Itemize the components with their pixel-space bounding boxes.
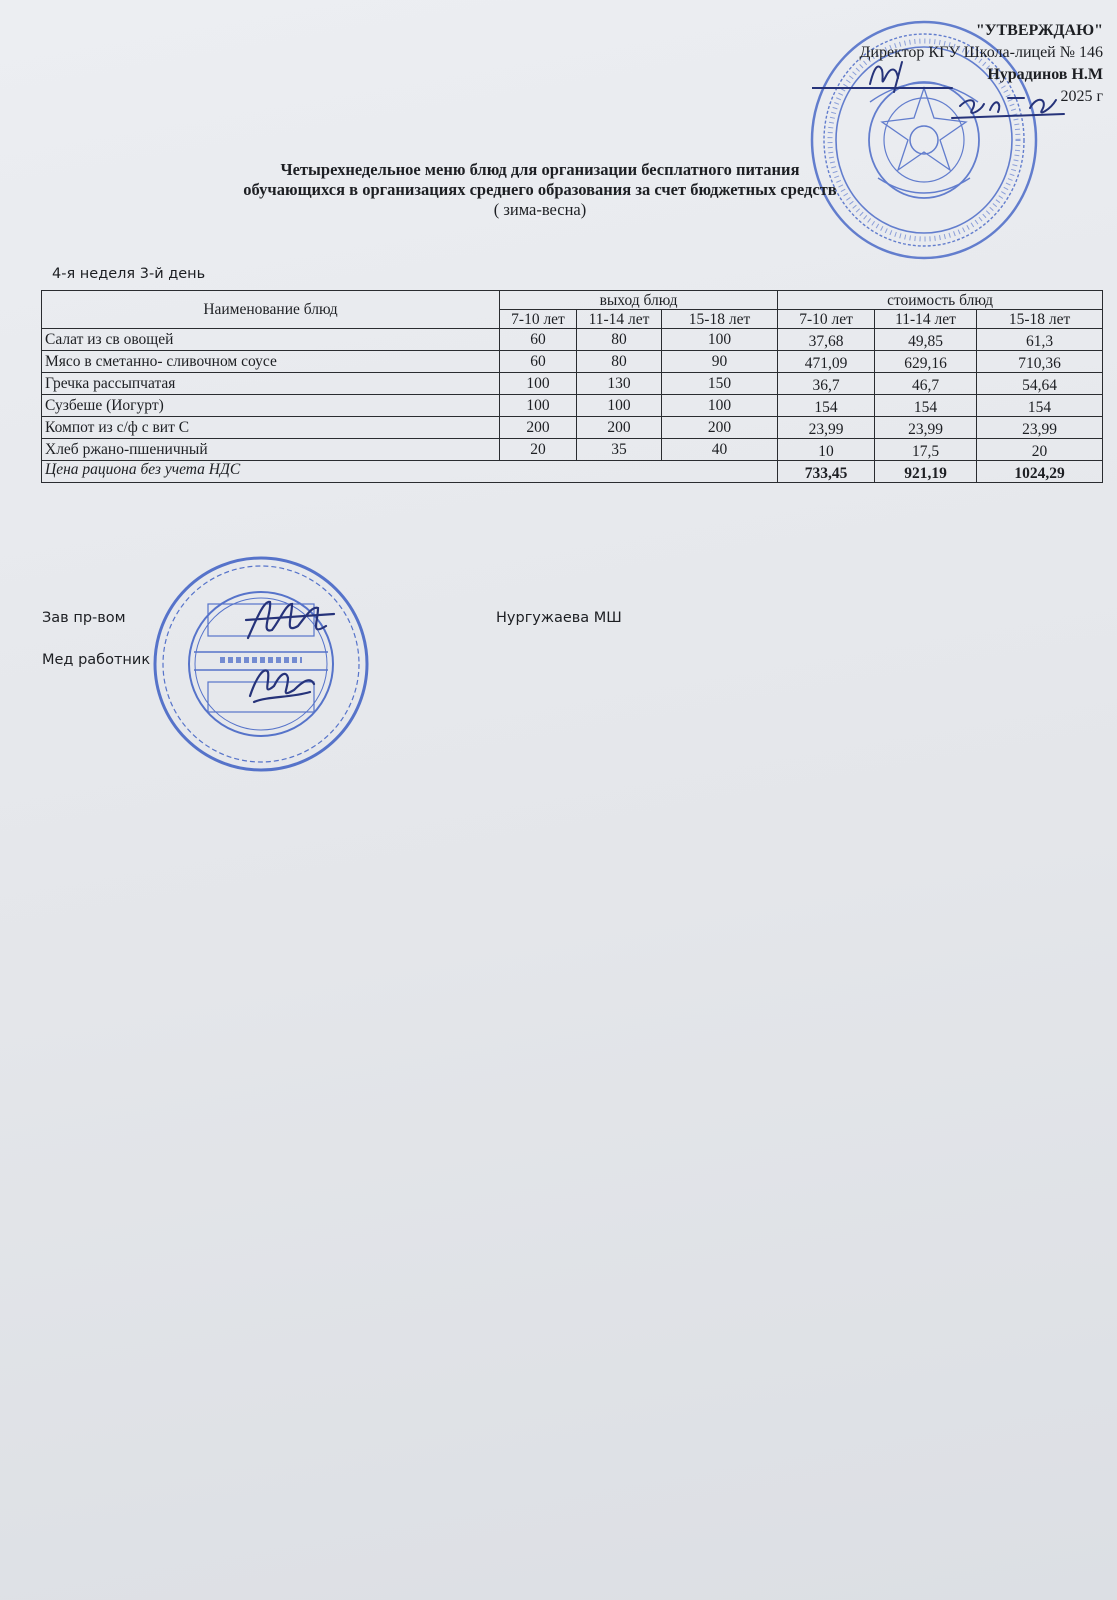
menu-table [41,290,1103,483]
dish-name: Мясо в сметанно- сливочном соусе [42,351,500,373]
yield-value: 100 [577,395,662,417]
table-row [42,329,1103,351]
yield-value: 40 [662,439,778,461]
title-line-2: обучающихся в организациях среднего образования за счет бюджетных средств [243,180,837,199]
table-row [42,395,1103,417]
approval-year: 2025 г [1060,88,1103,105]
document-title [150,160,930,220]
cost-value: 20 [977,439,1103,461]
approval-director-line: Директор КГУ Школа-лицей № 146 [859,44,1103,61]
dish-name: Салат из св овощей [42,329,500,351]
yield-value: 80 [577,351,662,373]
cost-value: 154 [778,395,875,417]
table-header-row [42,291,1103,310]
table-row [42,373,1103,395]
total-value: 733,45 [778,461,875,483]
cost-value: 61,3 [977,329,1103,351]
cost-value: 37,68 [778,329,875,351]
approval-heading: "УТВЕРЖДАЮ" [975,22,1103,39]
total-value: 921,19 [875,461,977,483]
yield-value: 100 [662,329,778,351]
header-cost-age-15-18: 15-18 лет [977,310,1103,329]
cost-value: 154 [977,395,1103,417]
yield-value: 35 [577,439,662,461]
title-line-1: Четырехнедельное меню блюд для организации бесплатного питания [280,160,800,179]
supplier-seal-stamp [150,552,372,776]
table-row [42,439,1103,461]
cost-value: 46,7 [875,373,977,395]
yield-value: 200 [577,417,662,439]
yield-value: 200 [662,417,778,439]
yield-value: 80 [577,329,662,351]
header-cost-age-11-14: 11-14 лет [875,310,977,329]
yield-value: 100 [500,395,577,417]
title-season: ( зима-весна) [493,200,587,219]
header-cost: стоимость блюд [778,291,1103,310]
dish-name: Хлеб ржано-пшеничный [42,439,500,461]
cost-value: 17,5 [875,439,977,461]
yield-value: 200 [500,417,577,439]
total-value: 1024,29 [977,461,1103,483]
cost-value: 36,7 [778,373,875,395]
header-yield: выход блюд [500,291,778,310]
total-row [42,461,1103,483]
cost-value: 54,64 [977,373,1103,395]
production-name: Нургужаева МШ [496,610,622,626]
cost-value: 471,09 [778,351,875,373]
dish-name: Сузбеше (Иогурт) [42,395,500,417]
yield-value: 20 [500,439,577,461]
yield-value: 90 [662,351,778,373]
header-yield-age-7-10: 7-10 лет [500,310,577,329]
header-yield-age-11-14: 11-14 лет [577,310,662,329]
cost-value: 23,99 [778,417,875,439]
medical-role: Мед работник [42,652,151,668]
dish-name: Компот из с/ф с вит С [42,417,500,439]
cost-value: 49,85 [875,329,977,351]
total-label: Цена рациона без учета НДС [42,461,778,483]
production-role: Зав пр-вом [42,610,126,626]
header-dish-name: Наименование блюд [42,291,500,329]
header-cost-age-7-10: 7-10 лет [778,310,875,329]
yield-value: 60 [500,329,577,351]
yield-value: 100 [662,395,778,417]
cost-value: 710,36 [977,351,1103,373]
cost-value: 154 [875,395,977,417]
header-yield-age-15-18: 15-18 лет [662,310,778,329]
approval-block [763,20,1103,108]
yield-value: 130 [577,373,662,395]
cost-value: 10 [778,439,875,461]
table-row [42,417,1103,439]
cost-value: 23,99 [875,417,977,439]
cost-value: 23,99 [977,417,1103,439]
yield-value: 150 [662,373,778,395]
approval-signer-name: Нурадинов Н.М [987,66,1103,83]
yield-value: 100 [500,373,577,395]
cost-value: 629,16 [875,351,977,373]
week-day-label: 4-я неделя 3-й день [52,266,206,282]
yield-value: 60 [500,351,577,373]
table-row [42,351,1103,373]
dish-name: Гречка рассыпчатая [42,373,500,395]
